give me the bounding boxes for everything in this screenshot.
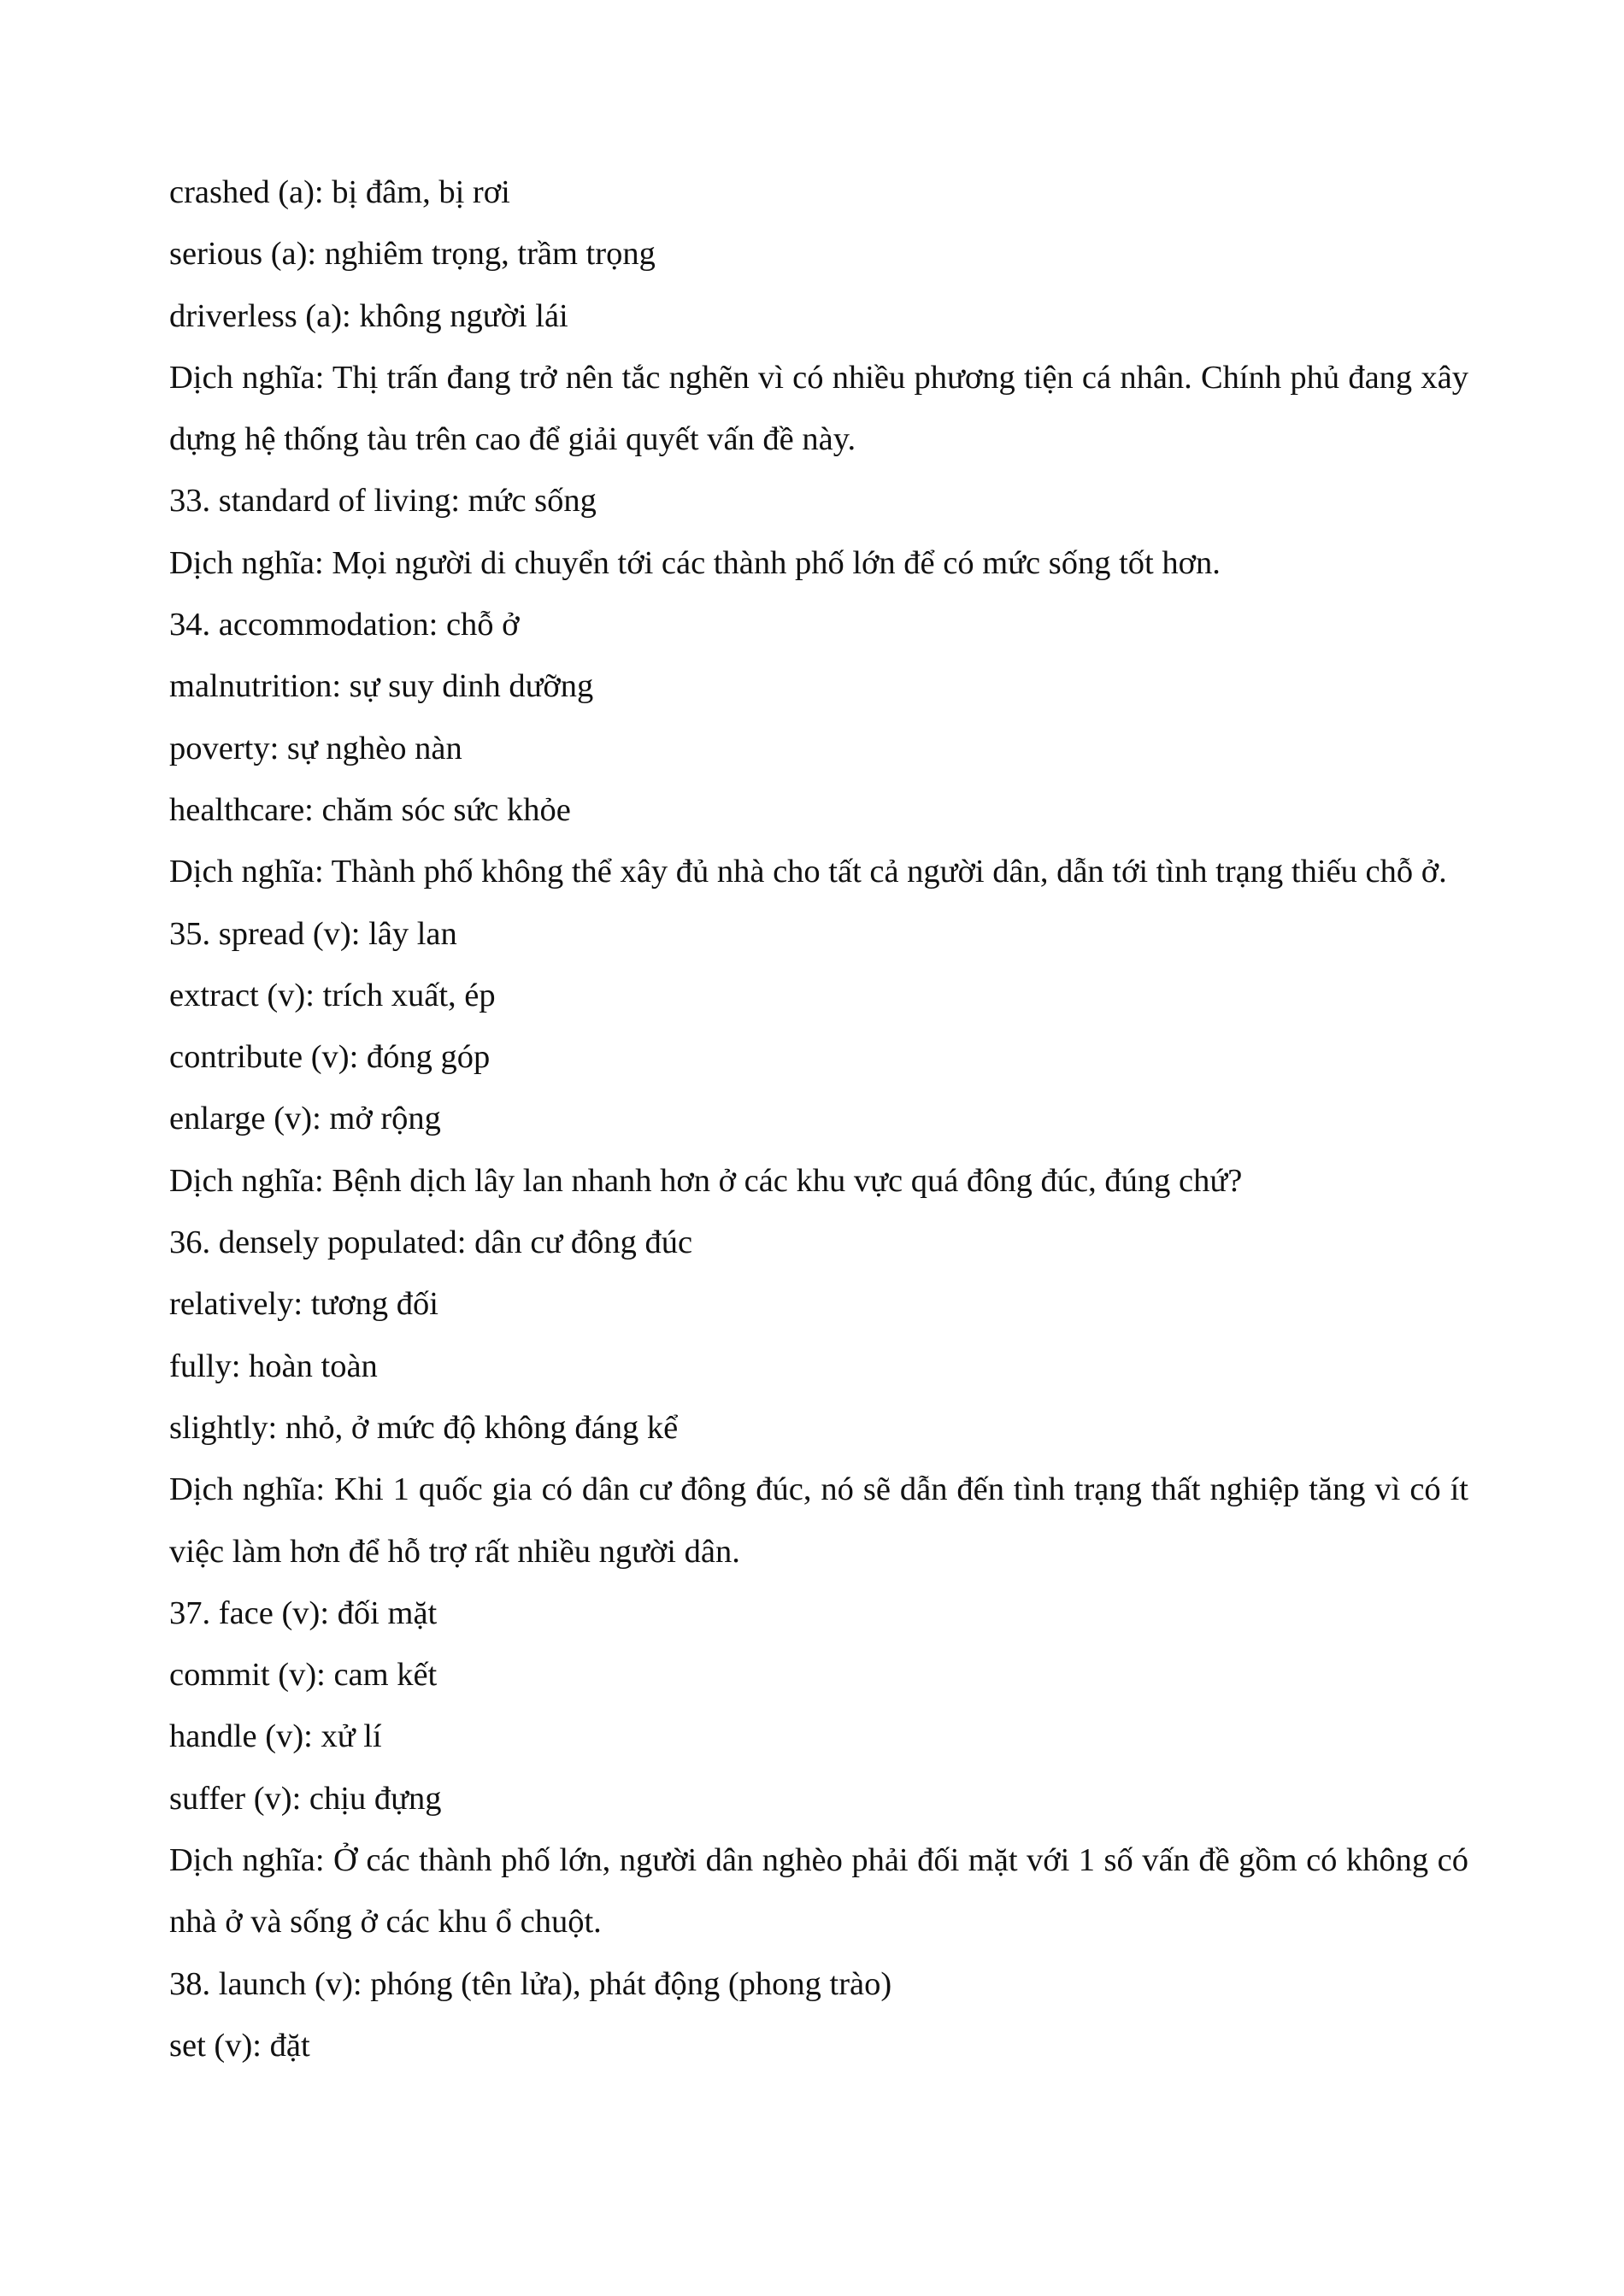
- translation-paragraph: Dịch nghĩa: Khi 1 quốc gia có dân cư đông đúc, nó sẽ dẫn đến tình trạng thất nghiệp tăng vì có ít việc làm hơn để hỗ trợ rất nhiều người dân.: [169, 1471, 1468, 1570]
- vocab-line: contribute (v): đóng góp: [169, 1039, 491, 1076]
- vocab-line: set (v): đặt: [169, 2027, 310, 2064]
- vocab-line: slightly: nhỏ, ở mức độ không đáng kể: [169, 1409, 679, 1446]
- vocab-line: relatively: tương đối: [169, 1286, 438, 1323]
- question-heading: 36. densely populated: dân cư đông đúc: [169, 1224, 693, 1261]
- vocab-line: suffer (v): chịu đựng: [169, 1780, 442, 1817]
- vocab-line: handle (v): xử lí: [169, 1718, 382, 1755]
- translation-paragraph: Dịch nghĩa: Thành phố không thể xây đủ nhà cho tất cả người dân, dẫn tới tình trạng thiếu chỗ ở.: [169, 854, 1447, 890]
- translation-line: Dịch nghĩa: Bệnh dịch lây lan nhanh hơn ở các khu vực quá đông đúc, đúng chứ?: [169, 1162, 1243, 1199]
- vocab-line: healthcare: chăm sóc sức khỏe: [169, 791, 571, 828]
- vocab-line: fully: hoàn toàn: [169, 1348, 378, 1384]
- vocab-line: driverless (a): không người lái: [169, 297, 568, 334]
- translation-line: Dịch nghĩa: Mọi người di chuyển tới các thành phố lớn để có mức sống tốt hơn.: [169, 544, 1221, 581]
- vocab-line: serious (a): nghiêm trọng, trầm trọng: [169, 236, 656, 273]
- question-heading: 34. accommodation: chỗ ở: [169, 607, 520, 643]
- vocab-line: commit (v): cam kết: [169, 1657, 438, 1694]
- question-heading: 33. standard of living: mức sống: [169, 483, 597, 520]
- translation-paragraph: Dịch nghĩa: Ở các thành phố lớn, người dân nghèo phải đối mặt với 1 số vấn đề gồm có không có nhà ở và sống ở các khu ổ chuột.: [169, 1842, 1468, 1941]
- page-content: [169, 161, 1468, 2076]
- question-heading: 37. face (v): đối mặt: [169, 1594, 438, 1631]
- vocab-line: malnutrition: sự suy dinh dưỡng: [169, 668, 594, 705]
- question-heading: 38. launch (v): phóng (tên lửa), phát động (phong trào): [169, 1965, 892, 2002]
- vocab-line: crashed (a): bị đâm, bị rơi: [169, 174, 510, 210]
- vocab-line: enlarge (v): mở rộng: [169, 1101, 441, 1137]
- vocab-line: extract (v): trích xuất, ép: [169, 977, 496, 1013]
- vocab-line: poverty: sự nghèo nàn: [169, 730, 462, 766]
- translation-paragraph: Dịch nghĩa: Thị trấn đang trở nên tắc nghẽn vì có nhiều phương tiện cá nhân. Chính phủ đang xây dựng hệ thống tàu trên cao để giải quyết vấn đề này.: [169, 359, 1468, 458]
- question-heading: 35. spread (v): lây lan: [169, 915, 457, 952]
